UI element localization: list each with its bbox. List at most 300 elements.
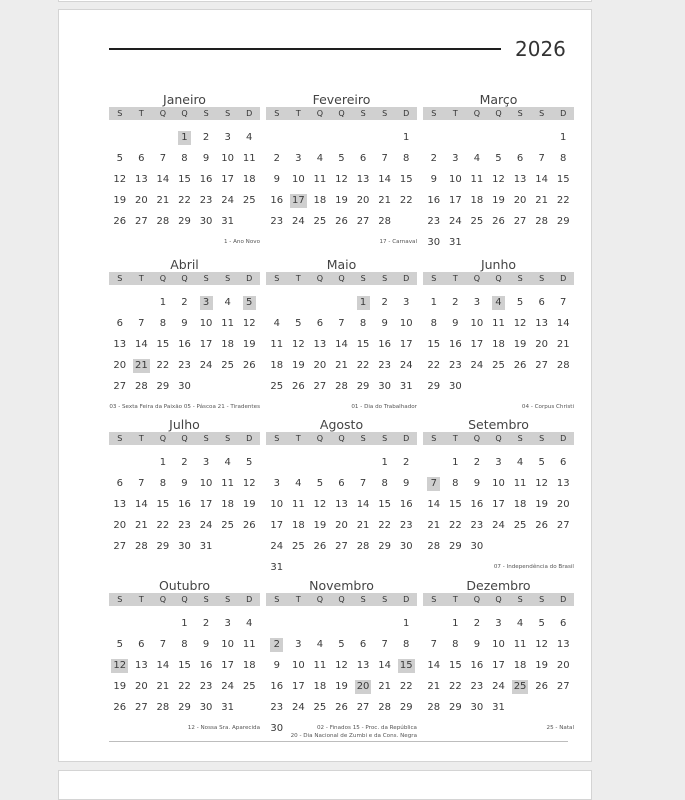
- day: 7: [138, 477, 145, 489]
- day: 11: [513, 477, 527, 489]
- day: 19: [242, 338, 256, 350]
- day: 7: [159, 152, 167, 164]
- day: 16: [470, 659, 484, 671]
- title-rule: [109, 48, 501, 50]
- day: 16: [270, 194, 284, 206]
- day: 21: [156, 680, 170, 692]
- holiday-note: 07 - Independência do Brasil: [493, 564, 574, 570]
- day: 7: [381, 638, 388, 650]
- weekday-header: S: [517, 274, 523, 283]
- weekday-header: Q: [316, 274, 324, 283]
- day: 24: [492, 519, 505, 531]
- weekday-header: Q: [495, 274, 502, 283]
- day: 5: [495, 152, 502, 164]
- weekday-header: S: [539, 274, 545, 283]
- day-grid: [266, 613, 417, 739]
- day: 2: [473, 617, 481, 629]
- day: 20: [134, 194, 148, 206]
- day: 28: [427, 701, 441, 713]
- day: 29: [427, 380, 441, 392]
- weekday-header: Q: [495, 595, 502, 604]
- day: 26: [335, 215, 348, 227]
- weekday-header: Q: [473, 434, 481, 443]
- day: 10: [221, 152, 234, 164]
- weekday-header: D: [246, 274, 253, 283]
- day: 3: [403, 296, 410, 308]
- day: 27: [556, 680, 570, 692]
- weekday-header: D: [403, 434, 410, 443]
- day: 22: [399, 680, 413, 692]
- day: 21: [427, 680, 441, 692]
- holiday-notes: [291, 724, 417, 740]
- day: 13: [535, 317, 548, 329]
- day: 14: [134, 338, 148, 350]
- day: 17: [492, 498, 505, 510]
- weekday-header: S: [360, 109, 366, 118]
- day: 24: [492, 680, 505, 692]
- weekday-header-row: [266, 272, 417, 285]
- holiday-note: 04 - Corpus Christi: [521, 404, 574, 410]
- day: 8: [452, 638, 459, 650]
- day: 27: [356, 215, 370, 227]
- day-grid: [266, 452, 417, 578]
- weekday-header: S: [517, 434, 523, 443]
- day: 1: [403, 131, 410, 143]
- day: 2: [181, 296, 188, 308]
- day: 11: [221, 317, 234, 329]
- day: 29: [448, 701, 462, 713]
- day: 25: [313, 215, 327, 227]
- day: 12: [335, 659, 348, 671]
- weekday-header-row: [109, 432, 260, 445]
- day: 1: [403, 617, 410, 629]
- day: 11: [221, 477, 234, 489]
- holiday-notes: [224, 238, 260, 246]
- weekday-header: S: [382, 434, 388, 443]
- day-grid: [423, 452, 574, 557]
- holiday-day: 2: [270, 638, 283, 652]
- day: 15: [156, 498, 170, 510]
- day: 28: [427, 540, 441, 552]
- day: 30: [178, 380, 191, 392]
- day: 9: [473, 638, 481, 650]
- weekday-header: S: [517, 595, 523, 604]
- day: 29: [178, 215, 191, 227]
- day: 26: [291, 380, 305, 392]
- weekday-header: S: [203, 595, 209, 604]
- day: 4: [516, 456, 524, 468]
- day: 14: [378, 659, 391, 671]
- day: 24: [470, 359, 484, 371]
- day: 7: [430, 638, 437, 650]
- weekday-header: S: [382, 595, 388, 604]
- day: 13: [134, 659, 148, 671]
- day: 10: [448, 173, 462, 185]
- weekday-header: D: [560, 109, 567, 118]
- day: 27: [113, 380, 127, 392]
- month-name: Abril: [170, 257, 199, 272]
- day: 15: [378, 498, 391, 510]
- day: 1: [181, 617, 188, 629]
- day: 22: [448, 519, 462, 531]
- weekday-header: T: [295, 274, 301, 283]
- day: 19: [535, 659, 548, 671]
- day: 26: [113, 215, 127, 227]
- day: 23: [399, 519, 413, 531]
- holiday-notes: [522, 403, 574, 411]
- day: 13: [556, 477, 570, 489]
- day: 24: [221, 194, 234, 206]
- next-page-edge: [58, 770, 592, 800]
- weekday-header: S: [539, 595, 545, 604]
- month-name: Julho: [169, 417, 200, 432]
- day: 20: [313, 359, 327, 371]
- weekday-header: S: [117, 109, 123, 118]
- holiday-note: 03 - Sexta Feira da Paixão 05 - Páscoa 21 - Tiradentes: [109, 404, 260, 410]
- day: 1: [159, 296, 167, 308]
- weekday-header: S: [382, 274, 388, 283]
- day: 17: [492, 659, 505, 671]
- day: 1: [381, 456, 388, 468]
- day: 23: [470, 680, 484, 692]
- day: 28: [378, 215, 391, 227]
- day: 4: [273, 317, 280, 329]
- day: 25: [242, 680, 256, 692]
- weekday-header: D: [246, 434, 253, 443]
- day: 22: [356, 359, 370, 371]
- weekday-header: S: [517, 109, 523, 118]
- day: 28: [378, 701, 391, 713]
- weekday-header-row: [109, 107, 260, 120]
- day: 26: [242, 359, 256, 371]
- weekday-header: T: [138, 434, 144, 443]
- day: 25: [492, 359, 505, 371]
- day-grid: [266, 292, 417, 397]
- month-name: Outubro: [158, 578, 211, 593]
- day: 8: [403, 152, 410, 164]
- day: 5: [538, 617, 545, 629]
- day: 14: [134, 498, 148, 510]
- day: 17: [221, 173, 234, 185]
- day: 6: [516, 152, 524, 164]
- day: 20: [556, 498, 570, 510]
- day: 26: [535, 680, 548, 692]
- day: 22: [556, 194, 570, 206]
- weekday-header-row: [423, 107, 574, 120]
- day: 19: [513, 338, 527, 350]
- day-grid: [109, 292, 260, 397]
- day: 8: [560, 152, 567, 164]
- day: 30: [470, 701, 484, 713]
- month-julho: [109, 418, 260, 557]
- day: 27: [113, 540, 127, 552]
- day: 28: [134, 380, 148, 392]
- weekday-header: S: [274, 274, 280, 283]
- holiday-note: 20 - Dia Nacional de Zumbi e da Cons. Negra: [290, 733, 417, 739]
- day: 26: [113, 701, 127, 713]
- day: 15: [178, 173, 191, 185]
- weekday-header: D: [246, 109, 253, 118]
- day: 29: [399, 701, 413, 713]
- day: 19: [335, 194, 348, 206]
- day: 26: [335, 701, 348, 713]
- day: 23: [427, 215, 441, 227]
- day: 8: [430, 317, 437, 329]
- month-fevereiro: [266, 92, 417, 245]
- weekday-header-row: [266, 107, 417, 120]
- day: 4: [316, 638, 324, 650]
- bottom-rule: [109, 741, 568, 742]
- day: 22: [448, 680, 462, 692]
- holiday-day: 4: [492, 296, 505, 310]
- day: 18: [291, 519, 305, 531]
- day: 5: [316, 477, 324, 489]
- day: 9: [273, 659, 280, 671]
- day: 27: [134, 215, 148, 227]
- holiday-note: 02 - Finados 15 - Proc. da República: [317, 725, 417, 731]
- day: 19: [113, 680, 127, 692]
- day: 16: [378, 338, 391, 350]
- weekday-header: S: [117, 595, 123, 604]
- day: 11: [313, 173, 327, 185]
- weekday-header: Q: [316, 434, 324, 443]
- day: 22: [178, 680, 191, 692]
- weekday-header: Q: [181, 434, 188, 443]
- day: 17: [270, 519, 284, 531]
- day: 25: [470, 215, 484, 227]
- day: 17: [199, 338, 213, 350]
- day: 20: [556, 659, 570, 671]
- month-name: Junho: [480, 257, 517, 272]
- weekday-header: S: [274, 109, 280, 118]
- holiday-day: 5: [243, 296, 256, 310]
- day: 3: [202, 456, 210, 468]
- day: 7: [338, 317, 345, 329]
- day: 18: [470, 194, 484, 206]
- day: 2: [273, 152, 280, 164]
- weekday-header: S: [203, 274, 209, 283]
- holiday-day: 25: [513, 680, 527, 692]
- weekday-header: Q: [159, 109, 167, 118]
- day: 23: [270, 215, 284, 227]
- weekday-header: Q: [159, 274, 167, 283]
- holiday-notes: [494, 563, 574, 571]
- weekday-header: Q: [338, 274, 345, 283]
- day: 27: [513, 215, 527, 227]
- day: 9: [473, 477, 481, 489]
- day: 21: [156, 194, 170, 206]
- holiday-day: 20: [356, 680, 370, 692]
- day: 12: [513, 317, 527, 329]
- day: 29: [356, 380, 370, 392]
- day: 14: [156, 173, 170, 185]
- weekday-header: S: [274, 595, 280, 604]
- holiday-day: 3: [200, 296, 213, 310]
- day: 18: [492, 338, 505, 350]
- day: 17: [448, 194, 462, 206]
- day: 3: [473, 296, 481, 308]
- day: 1: [560, 131, 567, 143]
- weekday-header: Q: [338, 109, 345, 118]
- weekday-header: Q: [159, 595, 167, 604]
- holiday-day: 7: [427, 477, 440, 491]
- day: 6: [138, 638, 145, 650]
- day: 28: [156, 701, 170, 713]
- day: 6: [560, 456, 567, 468]
- day: 4: [473, 152, 481, 164]
- day: 8: [381, 477, 388, 489]
- day: 20: [356, 194, 370, 206]
- day: 10: [492, 477, 505, 489]
- day: 27: [356, 701, 370, 713]
- weekday-header-row: [109, 593, 260, 606]
- day: 11: [470, 173, 484, 185]
- day: 16: [270, 680, 284, 692]
- day: 16: [199, 659, 213, 671]
- day: 12: [535, 477, 548, 489]
- weekday-header: D: [403, 109, 410, 118]
- holiday-notes: [351, 403, 417, 411]
- day: 19: [535, 498, 548, 510]
- month-junho: [423, 257, 574, 410]
- day: 24: [199, 519, 213, 531]
- weekday-header: Q: [495, 434, 502, 443]
- weekday-header: S: [382, 109, 388, 118]
- day: 21: [427, 519, 441, 531]
- day: 21: [335, 359, 348, 371]
- weekday-header-row: [423, 432, 574, 445]
- day: 11: [242, 638, 256, 650]
- day: 6: [316, 317, 324, 329]
- weekday-header: S: [539, 434, 545, 443]
- day: 3: [295, 638, 302, 650]
- day: 29: [378, 540, 391, 552]
- weekday-header: S: [431, 109, 437, 118]
- day: 12: [335, 173, 348, 185]
- day: 14: [535, 173, 548, 185]
- day: 21: [134, 519, 148, 531]
- weekday-header: S: [203, 109, 209, 118]
- day: 12: [113, 173, 127, 185]
- day: 16: [178, 498, 191, 510]
- day: 26: [535, 519, 548, 531]
- day: 12: [492, 173, 505, 185]
- weekday-header: Q: [473, 109, 481, 118]
- weekday-header: S: [225, 109, 231, 118]
- weekday-header: T: [295, 434, 301, 443]
- day: 30: [199, 701, 213, 713]
- day: 6: [338, 477, 345, 489]
- weekday-header-row: [423, 593, 574, 606]
- day: 9: [181, 477, 188, 489]
- day: 5: [516, 296, 524, 308]
- day: 25: [221, 359, 234, 371]
- day: 12: [291, 338, 305, 350]
- weekday-header: T: [138, 595, 144, 604]
- day: 5: [538, 456, 545, 468]
- day: 14: [556, 317, 570, 329]
- month-agosto: [266, 418, 417, 578]
- day: 9: [202, 638, 210, 650]
- day: 27: [335, 540, 348, 552]
- day-grid: [266, 127, 417, 232]
- day-grid: [109, 613, 260, 718]
- day: 17: [221, 659, 234, 671]
- month-março: [423, 93, 574, 253]
- weekday-header-row: [266, 432, 417, 445]
- day: 10: [291, 173, 305, 185]
- day: 24: [221, 680, 234, 692]
- day: 21: [356, 519, 370, 531]
- day: 9: [202, 152, 210, 164]
- weekday-header: S: [225, 434, 231, 443]
- day: 5: [338, 152, 345, 164]
- day: 8: [159, 477, 167, 489]
- holiday-note: 25 - Natal: [546, 725, 574, 731]
- day: 10: [199, 477, 213, 489]
- weekday-header: T: [452, 109, 458, 118]
- month-name: Agosto: [319, 417, 364, 432]
- weekday-header: T: [295, 109, 301, 118]
- day-grid: [109, 452, 260, 557]
- day: 15: [178, 659, 191, 671]
- day: 19: [291, 359, 305, 371]
- day: 6: [138, 152, 145, 164]
- weekday-header: T: [138, 274, 144, 283]
- day: 1: [452, 456, 459, 468]
- day: 8: [181, 152, 188, 164]
- month-outubro: [109, 578, 260, 731]
- day: 15: [448, 498, 462, 510]
- day: 15: [448, 659, 462, 671]
- weekday-header: T: [452, 595, 458, 604]
- month-novembro: [266, 579, 417, 739]
- month-name: Janeiro: [163, 92, 206, 107]
- day: 5: [338, 638, 345, 650]
- weekday-header: S: [117, 274, 123, 283]
- weekday-header: T: [138, 109, 144, 118]
- day: 7: [159, 638, 167, 650]
- day: 11: [242, 152, 256, 164]
- day: 10: [270, 498, 284, 510]
- day: 24: [291, 701, 305, 713]
- day: 19: [113, 194, 127, 206]
- day: 4: [246, 131, 253, 143]
- day: 2: [452, 296, 459, 308]
- day: 10: [199, 317, 213, 329]
- day: 20: [535, 338, 548, 350]
- day: 7: [381, 152, 388, 164]
- day: 6: [560, 617, 567, 629]
- day: 25: [270, 380, 284, 392]
- month-setembro: [423, 417, 574, 570]
- weekday-header: S: [360, 274, 366, 283]
- year-title: 2026: [515, 37, 566, 61]
- day-grid: [423, 613, 574, 718]
- month-maio: [266, 257, 417, 410]
- day: 17: [199, 498, 213, 510]
- day: 29: [448, 540, 462, 552]
- day: 6: [116, 317, 123, 329]
- day: 19: [313, 519, 327, 531]
- weekday-header: Q: [338, 595, 345, 604]
- day: 3: [452, 152, 459, 164]
- month-janeiro: [109, 92, 260, 245]
- day: 6: [359, 152, 367, 164]
- day: 23: [448, 359, 462, 371]
- day: 9: [181, 317, 188, 329]
- day: 3: [495, 617, 502, 629]
